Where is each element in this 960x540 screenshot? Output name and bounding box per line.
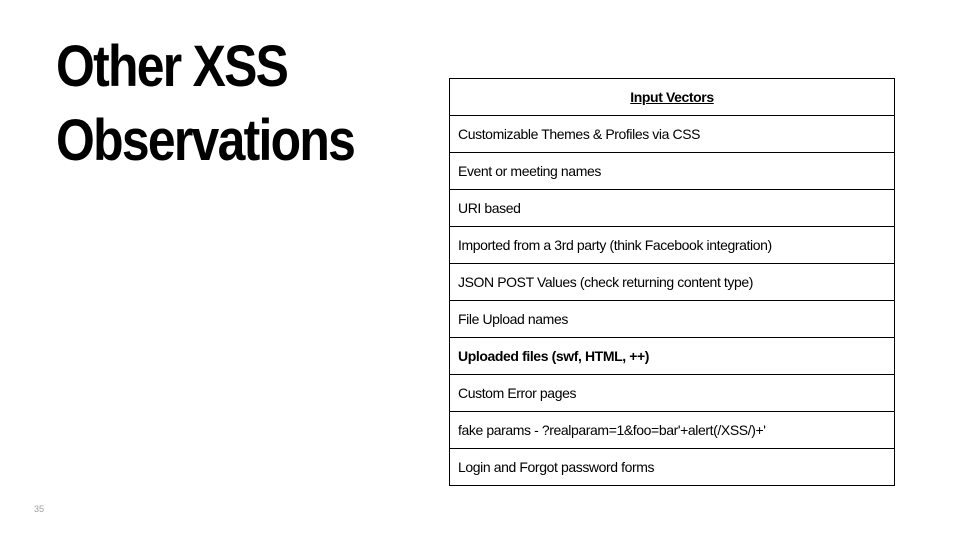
slide-title-line-2: Observations [56, 108, 355, 173]
table-row [450, 153, 895, 190]
table-row [450, 412, 895, 449]
table-cell-event-names: Event or meeting names [450, 153, 895, 190]
table-cell-login-forms: Login and Forgot password forms [450, 449, 895, 486]
table-cell-fake-params: fake params - ?realparam=1&foo=bar'+alert(/XSS/)+' [450, 412, 895, 449]
page-number: 35 [34, 504, 45, 514]
table-row [450, 227, 895, 264]
slide-title [56, 30, 354, 178]
table-row [450, 338, 895, 375]
table-row [450, 449, 895, 486]
table-cell-file-upload-names: File Upload names [450, 301, 895, 338]
table-row [450, 190, 895, 227]
table-row [450, 301, 895, 338]
table-cell-uri-based: URI based [450, 190, 895, 227]
table-header-input-vectors: Input Vectors [450, 79, 895, 116]
table-header-row [450, 79, 895, 116]
table-row [450, 264, 895, 301]
table-cell-third-party: Imported from a 3rd party (think Facebook integration) [450, 227, 895, 264]
table-row [450, 116, 895, 153]
table-cell-custom-error-pages: Custom Error pages [450, 375, 895, 412]
input-vectors-table [449, 78, 895, 486]
table-cell-uploaded-files: Uploaded files (swf, HTML, ++) [450, 338, 895, 375]
slide-title-line-1: Other XSS [56, 34, 288, 99]
table-cell-css-themes: Customizable Themes & Profiles via CSS [450, 116, 895, 153]
table-row [450, 375, 895, 412]
table-cell-json-post: JSON POST Values (check returning content type) [450, 264, 895, 301]
